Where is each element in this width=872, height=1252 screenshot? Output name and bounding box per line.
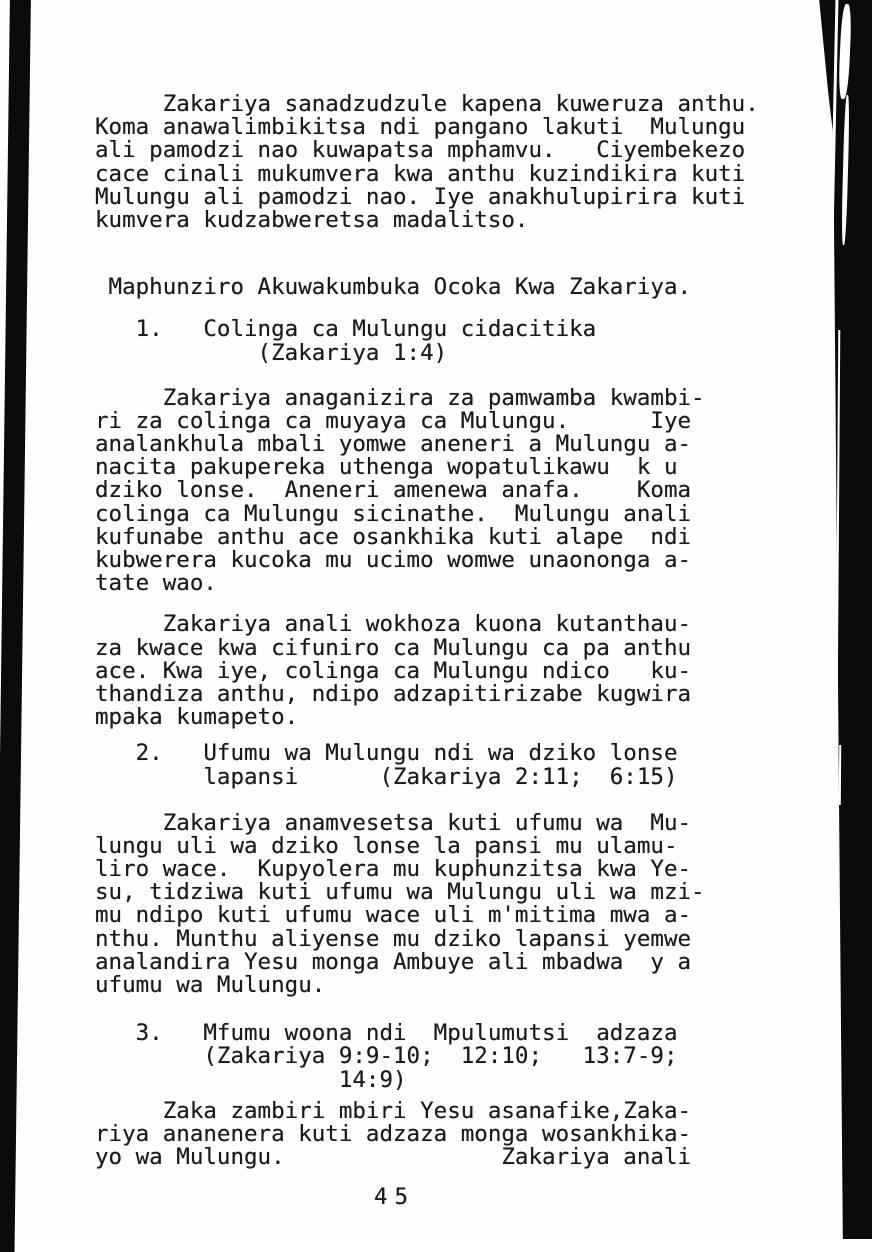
text-line: 14:9) bbox=[95, 1066, 407, 1093]
text-line: thandiza anthu, ndipo adzapitirizabe kugwira bbox=[95, 680, 692, 707]
heading bbox=[95, 276, 795, 299]
text-line: 3. Mfumu woona ndi Mpulumutsi adzaza bbox=[95, 1020, 678, 1047]
text-line: Zakariya anaganizira za pamwamba kwambi- bbox=[95, 384, 705, 411]
text-line: Zakariya anali wokhoza kuona kutanthau- bbox=[95, 611, 692, 638]
text-line: dziko lonse. Aneneri amenewa anafa. Koma bbox=[95, 477, 692, 504]
paragraph bbox=[95, 809, 795, 998]
paragraph bbox=[95, 93, 795, 232]
text-line: liro wace. Kupyolera mu kuphunzitsa kwa Ye- bbox=[95, 856, 692, 883]
text-line: ri za colinga ca muyaya ca Mulungu. Iye bbox=[95, 407, 692, 434]
text-line: ufumu wa Mulungu. bbox=[95, 972, 326, 998]
section-heading bbox=[95, 1022, 795, 1092]
text-line: za kwace kwa cifuniro ca Mulungu ca pa anthu bbox=[95, 634, 692, 661]
text-line: Zakariya sanadzudzule kapena kuweruza anthu. bbox=[95, 91, 759, 117]
text-line: riya ananenera kuti adzaza monga wosankhika- bbox=[95, 1120, 692, 1147]
text-line: 1. Colinga ca Mulungu cidacitika bbox=[95, 316, 597, 343]
text-line: analankhula mbali yomwe aneneri a Mulungu a- bbox=[95, 431, 692, 458]
text-line: nthu. Munthu aliyense mu dziko lapansi yemwe bbox=[95, 925, 692, 952]
text-line: analandira Yesu monga Ambuye ali mbadwa y a bbox=[95, 948, 692, 975]
paragraph bbox=[95, 613, 795, 729]
text-line: Zakariya anamvesetsa kuti ufumu wa Mu- bbox=[95, 809, 692, 836]
paragraph bbox=[95, 384, 795, 597]
text-line: mpaka kumapeto. bbox=[95, 704, 299, 731]
text-line: nacita pakupereka uthenga wopatulikawu k u bbox=[95, 454, 678, 481]
text-line: mu ndipo kuti ufumu wace uli m'mitima mwa a- bbox=[95, 902, 692, 929]
text-line: kumvera kudzabweretsa madalitso. bbox=[95, 206, 529, 233]
text-line: colinga ca Mulungu sicinathe. Mulungu anali bbox=[95, 500, 692, 527]
text-line: kubwerera kucoka mu ucimo womwe unaononga a- bbox=[95, 547, 692, 573]
text-line: Zaka zambiri mbiri Yesu asanafike,Zaka- bbox=[95, 1097, 692, 1124]
text-line: (Zakariya 1:4) bbox=[95, 339, 448, 366]
text-line: ali pamodzi nao kuwapatsa mphamvu. Ciyembekezo bbox=[95, 137, 746, 164]
text-line: Mulungu ali pamodzi nao. Iye anakhulupirira kuti bbox=[95, 183, 746, 210]
text-line: Maphunziro Akuwakumbuka Ocoka Kwa Zakariya. bbox=[95, 274, 692, 301]
text-line: lungu uli wa dziko lonse la pansi mu ulamu- bbox=[95, 832, 678, 859]
text-line: lapansi (Zakariya 2:11; 6:15) bbox=[95, 763, 678, 790]
text-line: tate wao. bbox=[95, 570, 217, 597]
text-line: ace. Kwa iye, colinga ca Mulungu ndico ku- bbox=[95, 657, 692, 684]
left-scan-bar bbox=[0, 0, 31, 1252]
scan-streak bbox=[839, 745, 841, 805]
text-line: su, tidziwa kuti ufumu wa Mulungu uli wa mzi- bbox=[95, 879, 705, 906]
page-number: 45 bbox=[374, 1184, 416, 1210]
paragraph bbox=[95, 1097, 795, 1171]
page-text bbox=[95, 93, 795, 1169]
text-line: Koma anawalimbikitsa ndi pangano lakuti Mulungu bbox=[95, 114, 746, 141]
text-line: kufunabe anthu ace osankhika kuti alape ndi bbox=[95, 523, 692, 550]
text-line: 2. Ufumu wa Mulungu ndi wa dziko lonse bbox=[95, 740, 678, 767]
section-heading bbox=[95, 742, 795, 788]
section-heading bbox=[95, 318, 795, 364]
text-line: (Zakariya 9:9-10; 12:10; 13:7-9; bbox=[95, 1043, 678, 1070]
text-line: cace cinali mukumvera kwa anthu kuzindikira kuti bbox=[95, 160, 746, 187]
text-line: yo wa Mulungu. Zakariya anali bbox=[95, 1144, 692, 1171]
